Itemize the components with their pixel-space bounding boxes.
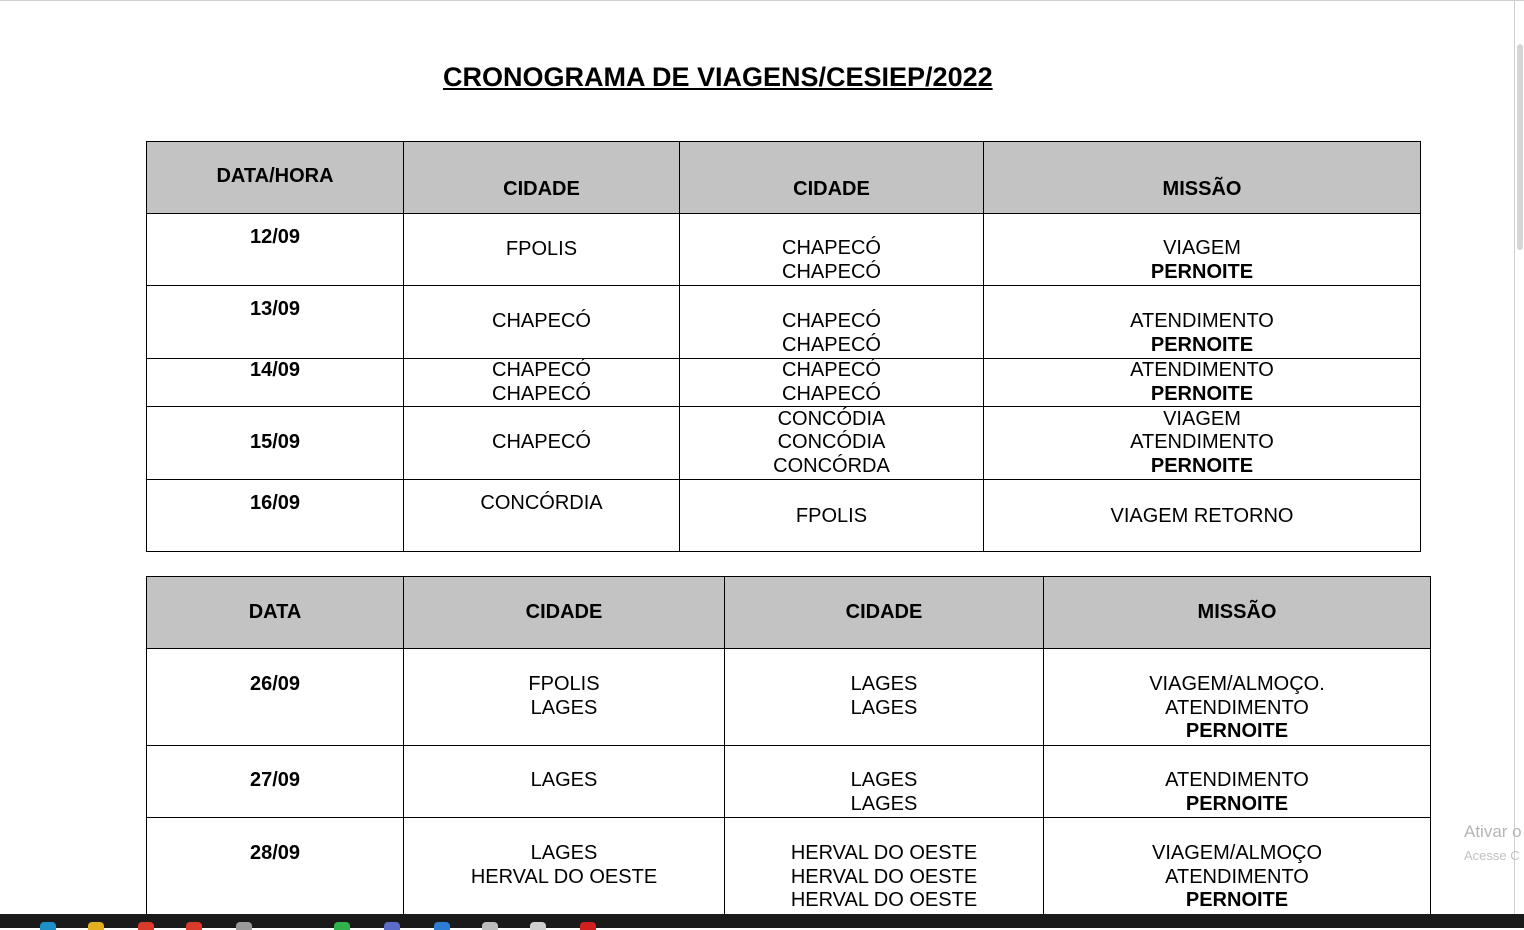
cidade-destino-cell [680,407,984,480]
cidade-destino-cell [680,480,984,552]
cidade-destino-cell [725,818,1044,915]
date-cell: 13/09 [147,286,404,359]
date-cell: 14/09 [147,359,404,407]
city-text: CONCÓDIA [777,431,886,454]
header-missao: MISSÃO [984,142,1421,214]
header-data: DATA [147,577,404,649]
table-row [147,407,1421,480]
schedule-table-1 [146,141,1421,552]
city-text: CONCÓRDA [773,454,890,477]
table-row [147,214,1421,286]
city-text: FPOLIS [528,673,600,695]
mission-text: ATENDIMENTO [1130,431,1274,454]
mission-text: ATENDIMENTO [1165,865,1309,888]
cidade-destino-cell [680,286,984,359]
mission-text: PERNOITE [1185,792,1289,815]
schedule-table-2 [146,576,1431,915]
taskbar-pdf-icon[interactable] [580,922,596,930]
taskbar-app-icon[interactable] [482,922,498,930]
table-row [147,818,1431,915]
city-text: CHAPECÓ [782,237,881,259]
cidade-origem-cell [404,286,680,359]
city-text: LAGES [850,792,918,815]
missao-cell [1044,746,1431,818]
date-cell: 12/09 [147,214,404,286]
table-header-row [147,142,1421,214]
mission-text: VIAGEM [1163,407,1241,430]
city-text: CHAPECÓ [782,333,881,356]
mission-text: ATENDIMENTO [1165,696,1309,719]
missao-cell [984,359,1421,407]
cidade-destino-cell [680,359,984,407]
table-row [147,286,1421,359]
cidade-origem-cell [404,649,725,746]
city-text: LAGES [530,769,598,791]
table-header-row [147,577,1431,649]
header-cidade-2: CIDADE [680,142,984,214]
page-title: CRONOGRAMA DE VIAGENS/CESIEP/2022 [443,62,993,92]
city-text: CHAPECÓ [782,382,881,405]
missao-cell [1044,818,1431,915]
date-cell: 26/09 [147,649,404,746]
mission-text: VIAGEM/ALMOÇO. [1149,673,1325,695]
city-text: HERVAL DO OESTE [790,842,978,864]
activation-watermark-subtitle: Acesse C [1464,848,1520,863]
cidade-destino-cell [725,649,1044,746]
city-text: CONCÓRDIA [480,492,603,514]
header-cidade-2: CIDADE [725,577,1044,649]
mission-text: PERNOITE [1185,889,1289,911]
city-text: LAGES [530,696,598,719]
city-text: CHAPECÓ [782,359,881,381]
taskbar-mail-icon[interactable] [236,922,252,930]
city-text: HERVAL DO OESTE [470,865,658,888]
taskbar-app-icon[interactable] [138,922,154,930]
mission-text: VIAGEM/ALMOÇO [1151,842,1323,864]
scrollbar-thumb[interactable] [1517,44,1523,250]
date-cell: 27/09 [147,746,404,818]
table-row [147,746,1431,818]
header-missao: MISSÃO [1044,577,1431,649]
date-cell: 28/09 [147,818,404,915]
city-text: FPOLIS [505,237,578,260]
header-cidade-1: CIDADE [404,577,725,649]
taskbar-app-icon[interactable] [186,922,202,930]
taskbar-word-icon[interactable] [434,922,450,930]
mission-text: PERNOITE [1150,382,1254,405]
cidade-destino-cell [680,214,984,286]
taskbar-browser-icon[interactable] [40,922,56,930]
missao-cell [984,480,1421,552]
city-text: CHAPECÓ [492,431,591,454]
city-text: LAGES [850,673,918,695]
cidade-origem-cell [404,480,680,552]
cidade-origem-cell [404,818,725,915]
mission-text: PERNOITE [1150,454,1254,477]
city-text: CHAPECÓ [492,382,591,405]
header-data-hora: DATA/HORA [147,142,404,214]
city-text: CHAPECÓ [492,359,591,381]
date-cell: 16/09 [147,480,404,552]
taskbar-folder-icon[interactable] [88,922,104,930]
mission-text: ATENDIMENTO [1130,359,1274,381]
city-text: CHAPECÓ [492,310,591,333]
city-text: HERVAL DO OESTE [790,865,978,888]
mission-text: ATENDIMENTO [1130,310,1274,332]
mission-text: ATENDIMENTO [1165,769,1309,791]
table-row [147,649,1431,746]
missao-cell [984,214,1421,286]
city-text: FPOLIS [795,504,868,527]
taskbar-chat-icon[interactable] [334,922,350,930]
cidade-destino-cell [725,746,1044,818]
page-edge [1514,0,1515,914]
city-text: LAGES [850,769,918,791]
city-text: CHAPECÓ [782,260,881,283]
mission-text: VIAGEM RETORNO [1110,504,1294,527]
city-text: LAGES [530,842,598,864]
city-text: CONCÓDIA [777,407,886,430]
city-text: HERVAL DO OESTE [790,889,978,911]
taskbar [0,914,1524,928]
city-text: CHAPECÓ [782,310,881,332]
cidade-origem-cell [404,746,725,818]
mission-text: VIAGEM [1163,237,1241,259]
cidade-origem-cell [404,359,680,407]
missao-cell [984,407,1421,480]
date-cell: 15/09 [147,407,404,480]
header-cidade-1: CIDADE [404,142,680,214]
missao-cell [1044,649,1431,746]
cidade-origem-cell [404,407,680,480]
mission-text: PERNOITE [1150,260,1254,283]
activation-watermark-title: Ativar o [1464,822,1522,841]
mission-text: PERNOITE [1185,720,1289,742]
cidade-origem-cell [404,214,680,286]
top-border [0,0,1524,1]
city-text: LAGES [850,696,918,719]
table-row [147,480,1421,552]
taskbar-app-icon[interactable] [530,922,546,930]
missao-cell [984,286,1421,359]
mission-text: PERNOITE [1150,333,1254,356]
taskbar-app-icon[interactable] [384,922,400,930]
table-row [147,359,1421,407]
